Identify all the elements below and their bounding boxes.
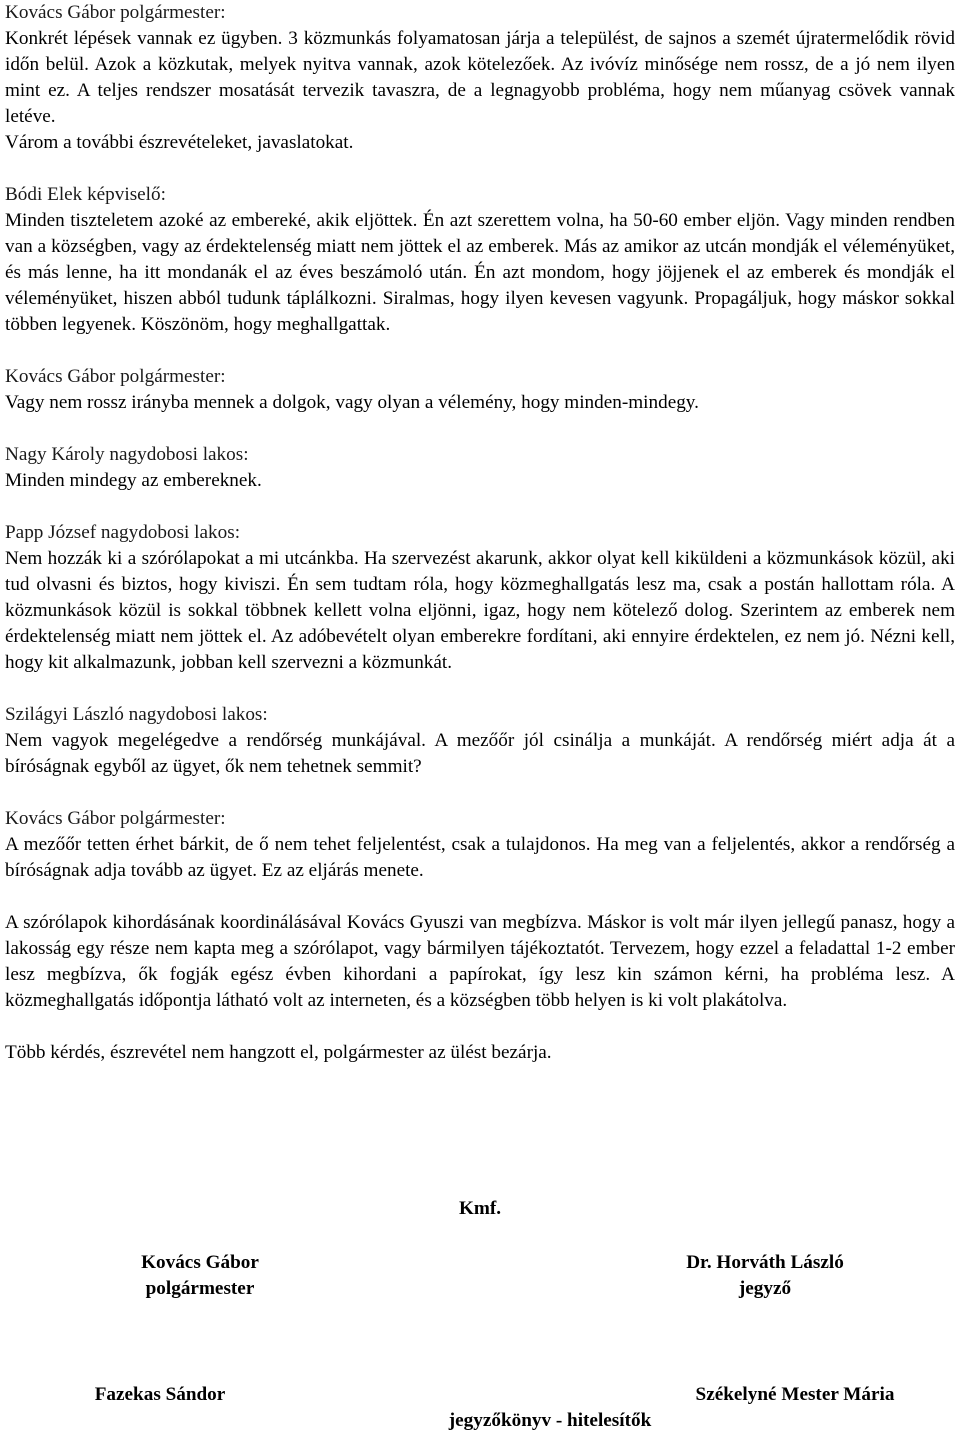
paragraph-text: Várom a további észrevételeket, javaslatokat. <box>5 132 354 153</box>
paragraph-leaflets <box>5 910 955 1014</box>
speaker-label: Kovács Gábor polgármester: <box>5 808 226 829</box>
signature-name: Fazekas Sándor <box>94 1384 226 1405</box>
paragraph-text: Minden mindegy az embereknek. <box>5 470 262 491</box>
speaker-label: Nagy Károly nagydobosi lakos: <box>5 444 249 465</box>
speaker-label: Papp József nagydobosi lakos: <box>5 522 241 543</box>
signature-name: Dr. Horváth László <box>686 1252 844 1273</box>
paragraph-text: Nem vagyok megelégedve a rendőrség munkájával. A mezőőr jól csinálja a munkáját. A rendőrség miért adja át a bíróságnak egyből az ügyet, ők nem tehetnek semmit? <box>5 730 955 777</box>
paragraph-text: Minden tiszteletem azoké az embereké, akik eljöttek. Én azt szerettem volna, ha 50-60 ember eljön. Vagy minden rendben van a községben, vagy az érdektelenség miatt nem jöttek el az emberek. Más az amikor az utcán mondják el véleményüket, és más lenne, ha itt mondanák el az éves beszámoló után. Én azt mondom, hogy jöjjenek el az emberek és mondják el véleményüket, hiszen abból tudunk táplálkozni. Siralmas, hogy ilyen kevesen vagyunk. Propagáljuk, hogy máskor sokkal többen legyenek. Köszönöm, hogy meghallgattak. <box>5 210 955 335</box>
speaker-label: Kovács Gábor polgármester: <box>5 2 226 23</box>
paragraph-bodi-elek <box>5 182 955 338</box>
paragraph-mayor-2 <box>5 364 955 416</box>
paragraph-text: Vagy nem rossz irányba mennek a dolgok, vagy olyan a vélemény, hogy minden-mindegy. <box>5 392 699 413</box>
paragraph-text: Konkrét lépések vannak ez ügyben. 3 közmunkás folyamatosan járja a települést, de sajnos a szemét újratermelődik rövid időn belül. Azok a közkutak, melyek nyitva vannak, azok kötelezőek. Az ivóvíz minősége nem rossz, de a jó nem ilyen mint ez. A teljes rendszer mosatását tervezik tavaszra, de a legnagyobb probléma, hogy nem műanyag csövek vannak letéve. <box>5 28 955 127</box>
signature-mayor <box>100 1250 300 1302</box>
paragraph-text: Több kérdés, észrevétel nem hangzott el, polgármester az ülést bezárja. <box>5 1042 552 1063</box>
paragraph-szilagyi-laszlo <box>5 702 955 780</box>
paragraph-mayor-1 <box>5 0 955 156</box>
paragraph-text: Nem hozzák ki a szórólapokat a mi utcánkba. Ha szervezést akarunk, akkor olyat kell kiküldeni a közmunkások közül, aki tud olvasni és biztos, hogy kiviszi. Én sem tudtam róla, hogy közmeghallgatás lesz ma, csak a postán hallottam róla. A közmunkások közül is sokkal többnek kellett volna eljönni, igaz, hogy nem kötelező dolog. Szerintem az emberek nem érdektelenség miatt nem jöttek el. Az adóbevételt olyan emberekre fordítani, aki ennyire érdektelen, ez nem jó. Nézni kell, hogy kit alkalmazunk, jobban kell szervezni a közmunkát. <box>5 548 955 673</box>
paragraph-closing-statement <box>5 1040 955 1066</box>
signature-authenticator-2 <box>660 1382 930 1408</box>
paragraph-text: A szórólapok kihordásának koordinálásával Kovács Gyuszi van megbízva. Máskor is volt már ilyen jellegű panasz, hogy a lakosság egy része nem kapta meg a szórólapot, vagy bármilyen tájékoztatót. Tervezem, hogy ezzel a feladattal 1-2 ember lesz megbízva, ők fogják egész évben kihordani a papírokat, így lesz kin számon kérni, ha probléma lesz. A közmeghallgatás időpontja látható volt az interneten, és a községben több helyen is ki volt plakátolva. <box>5 912 955 1011</box>
signature-name: Kovács Gábor <box>141 1252 259 1273</box>
signature-notary <box>640 1250 890 1302</box>
paragraph-text: A mezőőr tetten érhet bárkit, de ő nem tehet feljelentést, csak a tulajdonos. Ha meg van a feljelentés, akkor a rendőrség a bíróságnak adja tovább az ügyet. Ez az eljárás menete. <box>5 834 955 881</box>
speaker-label: Bódi Elek képviselő: <box>5 184 166 205</box>
paragraph-papp-jozsef <box>5 520 955 676</box>
signature-authenticator-1 <box>60 1382 260 1408</box>
signature-name: Székelyné Mester Mária <box>695 1384 895 1405</box>
authenticators-caption: jegyzőkönyv - hitelesítők <box>448 1410 652 1431</box>
minutes-body <box>5 0 955 1066</box>
speaker-label: Szilágyi László nagydobosi lakos: <box>5 704 268 725</box>
signature-title: polgármester <box>145 1278 255 1299</box>
speaker-label: Kovács Gábor polgármester: <box>5 366 226 387</box>
signature-title: jegyző <box>738 1278 792 1299</box>
kmf-label: Kmf. <box>458 1198 502 1219</box>
paragraph-nagy-karoly <box>5 442 955 494</box>
paragraph-mayor-3 <box>5 806 955 884</box>
